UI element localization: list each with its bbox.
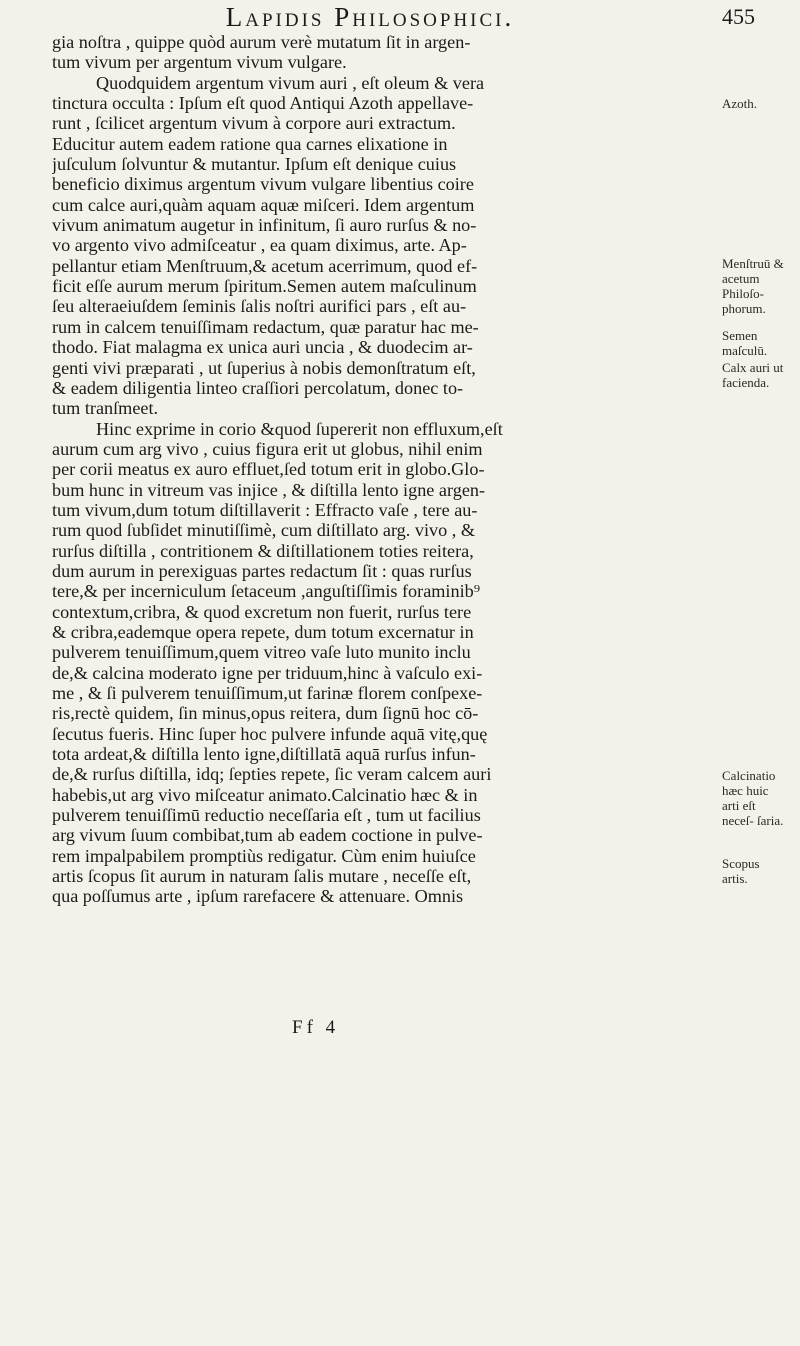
body-text	[52, 32, 716, 907]
text-line: & eadem diligentia linteo craſſiori percolatum, donec to-	[52, 377, 464, 398]
text-line: habebis,ut arg vivo miſceatur animato.Calcinatio hæc & in	[52, 784, 478, 805]
text-line: pulverem tenuiſſimum,quem vitreo vaſe luto munito inclu	[52, 642, 471, 663]
text-line: bum hunc in vitreum vas injice , & diſtilla lento igne argen-	[52, 479, 486, 500]
text-line: rum quod ſubſidet minutiſſimè, cum diſtillato arg. vivo , &	[52, 520, 475, 541]
text-line: tere,& per incerniculum ſetaceum ,anguſtiſſimis foraminib⁹	[52, 581, 481, 602]
text-line: ſeu alteraeiuſdem ſeminis ſalis noſtri aurifici pars , eſt au-	[52, 296, 467, 317]
text-line: pellantur etiam Menſtruum,& acetum acerrimum, quod ef-	[52, 255, 478, 276]
text-line: beneficio diximus argentum vivum vulgare libentius coire	[52, 174, 474, 195]
text-line: rurſus diſtilla , contritionem & diſtillationem toties reitera,	[52, 540, 474, 561]
text-line: de,& rurſus diſtilla, idq; ſepties repete, ſic veram calcem auri	[52, 764, 492, 785]
running-head: Lapidis Philosophici.	[225, 2, 515, 32]
text-line: tum vivum per argentum vivum vulgare.	[52, 52, 347, 73]
text-line: contextum,cribra, & quod excretum non fuerit, rurſus tere	[52, 601, 472, 622]
text-line: tota ardeat,& diſtilla lento igne,diſtillatā aquā rurſus infun-	[52, 744, 476, 765]
margin-note-calx: Calx auri ut facienda.	[722, 360, 784, 390]
text-line: tinctura occulta : Ipſum eſt quod Antiqui Azoth appellave-	[52, 93, 474, 114]
text-line: juſculum ſolvuntur & mutantur. Ipſum eſt denique cuius	[52, 154, 457, 175]
margin-note-calcinatio: Calcinatio hæc huic arti eſt neceſ- ſaria.	[722, 768, 784, 828]
text-line: Educitur autem eadem ratione qua carnes elixatione in	[52, 133, 448, 154]
text-line: cum calce auri,quàm aquam aquæ miſceri. Idem argentum	[52, 194, 475, 215]
text-line: de,& calcina moderato igne per triduum,hinc à vaſculo exi-	[52, 662, 483, 683]
text-line: pulverem tenuiſſimū reductio neceſſaria eſt , tum ut facilius	[52, 805, 481, 826]
page-number: 455	[722, 4, 755, 29]
text-line: artis ſcopus ſit aurum in naturam ſalis mutare , neceſſe eſt,	[52, 866, 472, 887]
text-line: ficit eſſe aurum merum ſpiritum.Semen autem maſculinum	[52, 276, 477, 297]
text-line: vivum animatum augetur in infinitum, ſi auro rurſus & no-	[52, 215, 477, 236]
text-line: rum in calcem tenuiſſimam redactum, quæ paratur hac me-	[52, 316, 479, 337]
text-line: rem impalpabilem promptiùs redigatur. Cùm enim huiuſce	[52, 845, 476, 866]
text-line: per corii meatus ex auro effluet,ſed totum erit in globo.Glo-	[52, 459, 485, 480]
margin-note-menstruum: Menſtruū & acetum Philoſo- phorum.	[722, 256, 784, 316]
margin-note-azoth: Azoth.	[722, 96, 758, 111]
text-line: thodo. Fiat malagma ex unica auri uncia , & duodecim ar-	[52, 337, 473, 358]
text-line: genti vivi præparati , ut ſuperius à nobis demonſtratum eſt,	[52, 357, 476, 378]
margin-note-scopus: Scopus artis.	[722, 856, 760, 886]
text-line: runt , ſcilicet argentum vivum à corpore auri extractum.	[52, 113, 456, 134]
text-line: me , & ſi pulverem tenuiſſimum,ut farinæ florem conſpexe-	[52, 683, 483, 703]
text-line: tum vivum,dum totum diſtillaverit : Effracto vaſe , tere au-	[52, 499, 478, 520]
margin-note-semen: Semen maſculū.	[722, 328, 768, 358]
text-line: dum aurum in perexiguas partes redactum ſit : quas rurſus	[52, 560, 472, 581]
signature-mark: Ff 4	[292, 1017, 340, 1038]
text-line: Hinc exprime in corio &quod ſupererit non effluxum,eſt	[96, 418, 503, 439]
text-line: tum tranſmeet.	[52, 398, 159, 419]
text-line: arg vivum ſuum combibat,tum ab eadem coctione in pulve-	[52, 825, 483, 846]
text-line: aurum cum arg vivo , cuius figura erit ut globus, nihil enim	[52, 438, 483, 459]
text-line: & cribra,eademque opera repete, dum totum excernatur in	[52, 621, 474, 642]
text-line: gia noſtra , quippe quòd aurum verè mutatum ſit in argen-	[52, 32, 471, 52]
text-line: vo argento vivo admiſceatur , ea quam diximus, arte. Ap-	[52, 235, 467, 256]
text-line: qua poſſumus arte , ipſum rarefacere & attenuare. Omnis	[52, 886, 464, 907]
text-line: ſecutus fueris. Hinc ſuper hoc pulvere infunde aquā vitę,quę	[52, 723, 488, 744]
text-line: ris,rectè quidem, ſin minus,opus reitera, dum ſignū hoc cō-	[52, 703, 479, 724]
text-line: Quodquidem argentum vivum auri , eſt oleum & vera	[96, 72, 485, 93]
